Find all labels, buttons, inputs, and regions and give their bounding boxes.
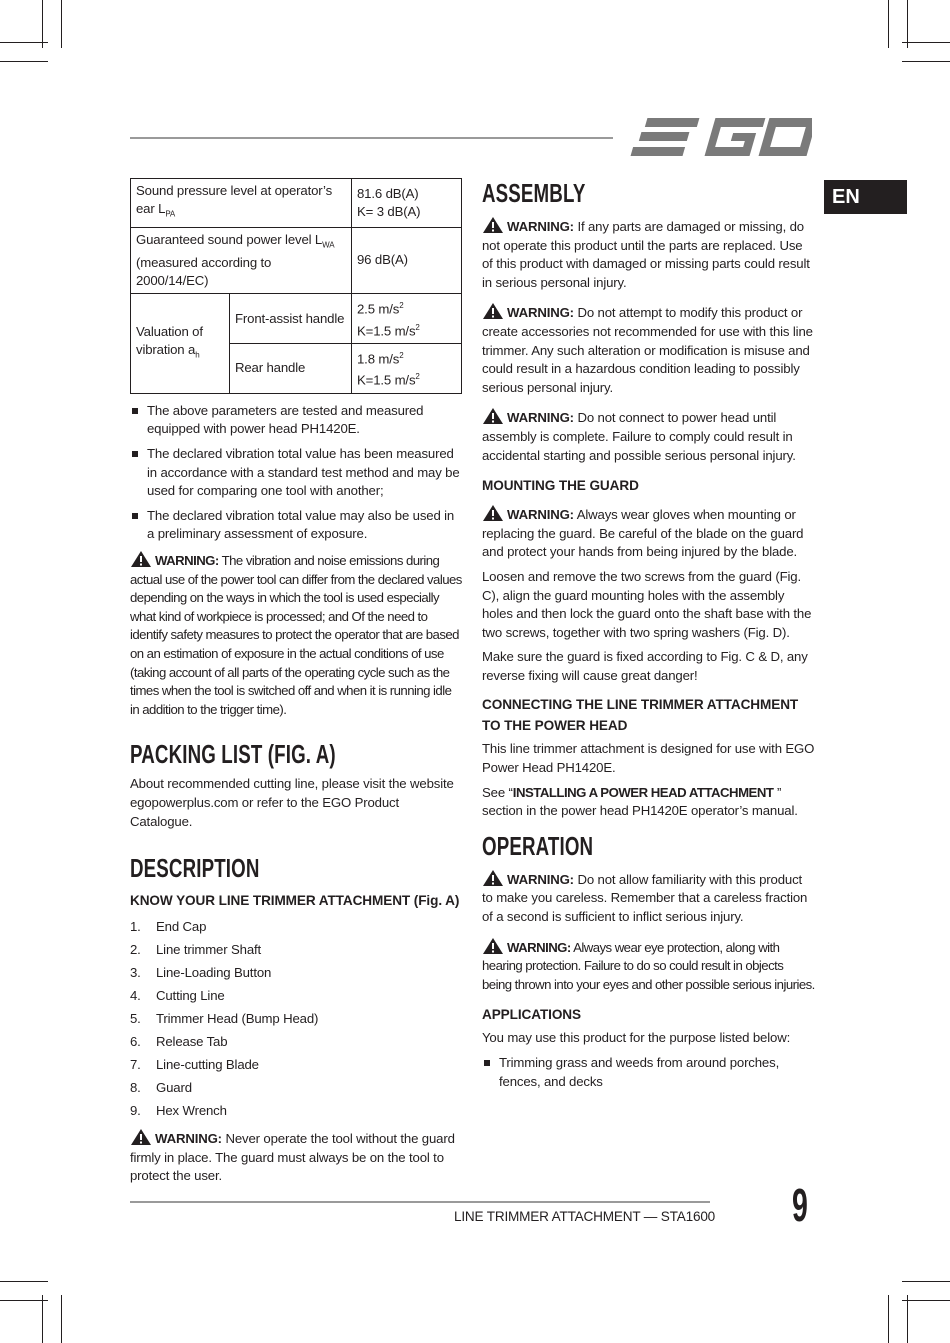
specs-table: [130, 178, 462, 394]
warning-assembly-2: [482, 302, 815, 397]
front-handle-value: 2.5 m/s: [357, 301, 400, 317]
see-reference: INSTALLING A POWER HEAD ATTACHMENT: [512, 784, 774, 800]
warning-label: WARNING:: [507, 871, 574, 887]
crop-mark: [0, 1281, 48, 1282]
warning-label: WARNING:: [507, 305, 574, 321]
list-item: [130, 938, 463, 961]
crop-mark: [888, 1295, 889, 1343]
crop-mark: [907, 1295, 908, 1343]
crop-mark: [61, 1295, 62, 1343]
description-subheading: KNOW YOUR LINE TRIMMER ATTACHMENT (Fig. A): [130, 893, 460, 909]
warning-text: Do not attempt to modify this product or create accessories not recommended for use with this line trimmer. Any such alteration or modification is misuse and could result in a hazardous condition leading to possibly serious personal injury.: [482, 305, 813, 395]
warning-text: Always wear eye protection, along with hearing protection. Failure to do so could result in objects being thrown into your eyes and other possible serious injuries.: [482, 939, 815, 992]
warning-label: WARNING:: [155, 553, 219, 568]
list-item: [130, 402, 463, 439]
crop-mark: [0, 42, 48, 43]
header-rule: [130, 137, 613, 139]
crop-mark: [0, 1300, 48, 1301]
rear-handle-uncertainty: K=1.5 m/s: [357, 372, 416, 388]
item-number: 2.: [130, 942, 141, 958]
sound-power-value: 96 dB(A): [357, 252, 408, 268]
warning-text: If any parts are damaged or missing, do not operate this product until the parts are replaced. Use of this product with damaged or missing parts could result in serious personal injury.: [482, 219, 810, 290]
list-item: [482, 1054, 815, 1091]
warning-text: Never operate the tool without the guard firmly in place. The guard must always be on the tool to protect the user.: [130, 1131, 455, 1184]
superscript: 2: [399, 351, 404, 361]
front-handle-uncertainty: K=1.5 m/s: [357, 323, 416, 339]
list-item: [130, 984, 463, 1007]
operation-heading: OPERATION: [482, 830, 594, 861]
mounting-guard-paragraph: Loosen and remove the two screws from the guard (Fig. C), align the guard mounting holes with the assembly holes and then lock the guard onto the shaft base with the two screws, together with two spring washers (Fig. D).: [482, 568, 812, 640]
warning-text: Do not allow familiarity with this product to make you careless. Remember that a careless fraction of a second is sufficient to inflict serious injury.: [482, 871, 808, 925]
left-column: [130, 178, 463, 1186]
sound-pressure-uncertainty: K= 3 dB(A): [357, 203, 421, 219]
item-label: Guard: [156, 1080, 192, 1096]
superscript: 2: [399, 301, 404, 311]
table-cell: [131, 227, 352, 294]
list-item: [130, 961, 463, 984]
ego-logo: [628, 116, 812, 158]
connecting-heading: CONNECTING THE LINE TRIMMER ATTACHMENT TO THE POWER HEAD: [482, 697, 799, 734]
table-cell: [230, 294, 352, 344]
table-row: [131, 294, 462, 344]
warning-text: Always wear gloves when mounting or replacing the guard. Be careful of the blade on the guard and protect your hands from being injured by the blade.: [482, 507, 804, 560]
square-bullet-icon: [484, 1060, 490, 1066]
mounting-guard-heading: MOUNTING THE GUARD: [482, 478, 639, 494]
warning-triangle-icon: [482, 869, 504, 887]
list-item: [130, 1099, 463, 1122]
table-cell: [230, 344, 352, 394]
square-bullet-icon: [132, 513, 138, 519]
table-cell: [352, 179, 462, 228]
sound-pressure-value: 81.6 dB(A): [357, 185, 419, 201]
see-prefix: See “: [482, 784, 513, 800]
list-item: [130, 1007, 463, 1030]
subscript: PA: [165, 209, 176, 219]
description-heading: DESCRIPTION: [130, 853, 260, 884]
warning-triangle-icon: [482, 937, 504, 955]
superscript: 2: [415, 372, 420, 382]
connecting-see-paragraph: [482, 784, 815, 821]
crop-mark: [902, 61, 950, 62]
parameters-list: [130, 402, 463, 544]
warning-triangle-icon: [482, 504, 504, 522]
list-item: [130, 915, 463, 938]
item-label: Hex Wrench: [156, 1103, 227, 1119]
front-handle-label: Front-assist handle: [235, 310, 345, 326]
footer-rule: [130, 1201, 710, 1203]
crop-mark: [0, 61, 48, 62]
vibration-label: vibration a: [136, 341, 196, 357]
applications-text: You may use this product for the purpose listed below:: [482, 1030, 791, 1046]
subscript: WA: [322, 240, 335, 250]
subscript: h: [195, 350, 200, 360]
table-cell: [131, 179, 352, 228]
warning-triangle-icon: [482, 302, 504, 320]
table-cell: [352, 227, 462, 294]
crop-mark: [902, 1281, 950, 1282]
item-label: Line trimmer Shaft: [156, 942, 262, 958]
applications-list: [482, 1054, 815, 1091]
connecting-paragraph: This line trimmer attachment is designed for use with EGO Power Head PH1420E.: [482, 741, 815, 776]
assembly-heading: ASSEMBLY: [482, 178, 586, 208]
item-number: 1.: [130, 919, 141, 935]
crop-mark: [888, 0, 889, 48]
vibration-label: Valuation of: [136, 323, 203, 339]
crop-mark: [42, 1295, 43, 1343]
crop-mark: [42, 0, 43, 48]
item-label: Line-cutting Blade: [156, 1057, 259, 1073]
warning-triangle-icon: [482, 407, 504, 425]
applications-heading: APPLICATIONS: [482, 1007, 581, 1023]
list-item-text: Trimming grass and weeds from around porches, fences, and decks: [499, 1055, 780, 1089]
list-item: [130, 1076, 463, 1099]
parts-list: [130, 915, 463, 1122]
packing-list-heading: PACKING LIST (FIG. A): [130, 739, 336, 770]
crop-mark: [61, 0, 62, 48]
item-number: 5.: [130, 1011, 141, 1027]
warning-mounting: [482, 504, 815, 562]
footer-title: LINE TRIMMER ATTACHMENT — STA1600: [454, 1209, 716, 1224]
crop-mark: [902, 1300, 950, 1301]
item-label: Release Tab: [156, 1034, 228, 1050]
warning-assembly-3: [482, 407, 815, 465]
sound-pressure-label: ear L: [136, 201, 166, 216]
list-item: [130, 507, 463, 544]
table-cell: [131, 294, 230, 394]
list-item-text: The declared vibration total value has been measured in accordance with a standard test method and may be used for comparing one tool with another;: [147, 446, 460, 499]
warning-triangle-icon: [482, 216, 504, 234]
crop-mark: [907, 0, 908, 48]
warning-label: WARNING:: [507, 410, 574, 426]
rear-handle-value: 1.8 m/s: [357, 351, 400, 367]
sound-power-label: Guaranteed sound power level L: [136, 231, 323, 247]
warning-text: The vibration and noise emissions during actual use of the power tool can differ from the declared values depending on the ways in which the tool is used especially what kind of workpiece is processed; and Of the need to identify safety measures to protect the operator that are based on an estimation of exposure in the actual conditions of use (taking account of all parts of the operating cycle such as the times when the tool is switched off and when it is running idle in addition to the trigger time).: [130, 553, 462, 717]
right-column: [482, 178, 815, 1097]
warning-label: WARNING:: [155, 1131, 222, 1147]
warning-assembly-1: [482, 216, 815, 292]
crop-mark: [902, 42, 950, 43]
superscript: 2: [415, 322, 420, 332]
item-label: Trimmer Head (Bump Head): [156, 1011, 319, 1027]
warning-vibration: [130, 550, 463, 719]
warning-label: WARNING:: [507, 219, 574, 234]
page-number: 9: [792, 1179, 808, 1231]
item-label: Cutting Line: [156, 988, 225, 1004]
table-row: [131, 227, 462, 294]
warning-label: WARNING:: [507, 939, 571, 955]
table-cell: [352, 294, 462, 344]
item-number: 4.: [130, 988, 141, 1004]
list-item-text: The above parameters are tested and measured equipped with power head PH1420E.: [147, 402, 424, 437]
warning-triangle-icon: [130, 1128, 152, 1146]
language-tab: EN: [824, 180, 907, 214]
warning-operation-1: [482, 869, 815, 927]
item-number: 3.: [130, 965, 141, 981]
sound-pressure-label: Sound pressure level at operator’s: [136, 183, 333, 198]
item-number: 9.: [130, 1103, 141, 1119]
item-number: 8.: [130, 1080, 141, 1096]
warning-operation-2: [482, 937, 815, 995]
list-item-text: The declared vibration total value may also be used in a preliminary assessment of exposure.: [147, 507, 455, 542]
list-item: [130, 445, 463, 501]
item-number: 7.: [130, 1057, 141, 1073]
table-cell: [352, 344, 462, 394]
warning-triangle-icon: [130, 550, 152, 568]
see-suffix: ” section in the power head PH1420E operator’s manual.: [482, 784, 798, 819]
table-row: [131, 179, 462, 228]
square-bullet-icon: [132, 451, 138, 457]
mounting-guard-paragraph: Make sure the guard is fixed according to Fig. C & D, any reverse fixing will cause great danger!: [482, 649, 808, 683]
sound-power-label: 2000/14/EC): [136, 273, 209, 289]
square-bullet-icon: [132, 408, 138, 414]
item-number: 6.: [130, 1034, 141, 1050]
sound-power-label: (measured according to: [136, 255, 272, 271]
list-item: [130, 1053, 463, 1076]
warning-text: Do not connect to power head until assembly is complete. Failure to comply could result in accidental starting and possible serious personal injury.: [482, 410, 796, 463]
item-label: Line-Loading Button: [156, 965, 272, 981]
item-label: End Cap: [156, 919, 207, 935]
warning-label: WARNING:: [507, 507, 574, 523]
list-item: [130, 1030, 463, 1053]
packing-list-text: About recommended cutting line, please visit the website egopowerplus.com or refer to the EGO Product Catalogue.: [130, 776, 454, 829]
rear-handle-label: Rear handle: [235, 360, 306, 376]
warning-guard: [130, 1128, 463, 1186]
